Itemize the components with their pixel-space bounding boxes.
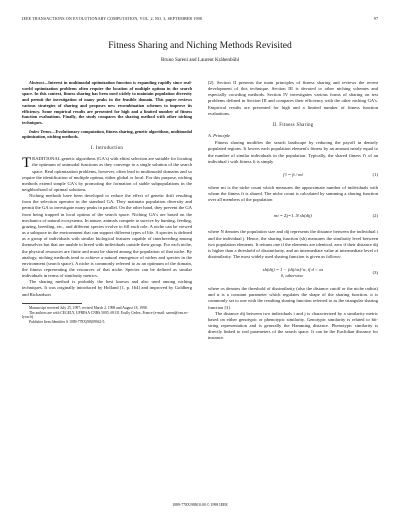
equation-2 — [208, 207, 378, 225]
left-column — [22, 80, 192, 325]
intro-paragraph-1 — [22, 156, 192, 193]
equation-1-body: f′i = fi / mi — [283, 171, 303, 177]
sharing-paragraph-4: where σs denotes the threshold of dissimilarity (also the distance cutoff or the niche radius) and α is a constant parameter which regulates the shape of the sharing function. α is commonly set to one with the resulting sharing function referred to as the triangular sharing function [3]. — [208, 286, 378, 310]
index-terms — [22, 129, 192, 140]
intro-paragraph-2: Niching methods have been developed to reduce the effect of genetic drift resulting from the selection operator in the standard GA. They maintain population diversity and permit the GA to investigate many peaks in parallel. On the other hand, they prevent the GA from being trapped in local optima of the search space. Niching GA's are based on the mechanics of natural ecosystems. In nature, animals compete to survive by hunting, feeding, grazing, breeding, etc., and different species evolve to fill each role. A niche can be viewed as a subspace in the environment that can support different types of life. A species is defined as a group of individuals with similar biological features capable of interbreeding among themselves but that are unable to breed with individuals outside their group. For each niche, the physical resources are finite and must be shared among the population of that niche. By analogy, niching methods tend to achieve a natural emergence of niches and species in the environment (search space). A niche is commonly referred to as an optimum of the domain, the fitness representing the resources of that niche. Species can be defined as similar individuals in terms of similarity metrics. — [22, 193, 192, 279]
running-header: IEEE TRANSACTIONS ON EVOLUTIONARY COMPUTATION, VOL. 2, NO. 3, SEPTEMBER 1998 — [22, 16, 202, 21]
abstract-text: Interest in multimodal optimization function is expanding rapidly since real-world optimization problems often require the location of multiple optima in the search space. In this context, fitness sharing has been used widely to maintain population diversity and permit the investigation of many peaks in the feasible domain. This paper reviews various strategies of sharing and proposes new recombination schemes to improve its efficiency. Some empirical results are presented for high and a limited number of fitness function evaluations. Finally, the study compares the sharing method with other niching techniques. — [22, 80, 192, 125]
right-column — [208, 80, 378, 342]
footnote-affiliation: The authors are with CEGELY, UPRESA CNRS 5005, 69131 Ecully Cedex, France (e-mail: sareni@eea.ec-lyon.fr). — [22, 310, 189, 320]
intro-paragraph-3: The sharing method is probably the best known and also used among niching techniques. It was originally introduced by Holland [1, p. 164] and improved by Goldberg and Richardson — [22, 279, 192, 297]
equation-3-line-2: 0, otherwise — [280, 273, 304, 279]
equation-3 — [208, 264, 378, 282]
intro-continuation: [2]. Section II presents the main principles of fitness sharing and reviews the recent development of this technique. Section III is devoted to other niching schemes and especially crowding methods. Section IV investigates various forms of sharing on test problems defined in Section III and compares their efficiency with the other niching GA's. Empirical results are presented for high and a limited number of fitness function evaluations. — [208, 80, 378, 116]
intro-lead: RADITIONAL — [32, 156, 61, 162]
section-heading-introduction: I. Introduction — [90, 146, 124, 152]
copyright-line: 1089-778X/98$10.00 © 1998 IEEE — [172, 503, 228, 507]
paper-title: Fitness Sharing and Niching Methods Revisited — [108, 40, 292, 51]
page-number: 97 — [373, 16, 378, 21]
drop-cap: T — [22, 155, 32, 172]
section-heading-fitness-sharing: II. Fitness Sharing — [272, 122, 314, 128]
sharing-paragraph-3: where N denotes the population size and dij represents the distance between the individual i and the individual j. Hence, the sharing function (sh) measures the similarity level between two population elements. It returns one if the elements are identical, zero if their distance dij is higher than a threshold of dissimilarity, and an intermediate value at intermediate level of dissimilarity. The most widely used sharing function is given as follows: — [208, 229, 378, 259]
subsection-heading-principle: A. Principle — [208, 133, 231, 139]
equation-3-number: (3) — [372, 270, 378, 276]
index-terms-text: Evolutionary computation, fitness sharing, genetic algorithms, multimodal optimization, niching methods. — [22, 128, 192, 140]
equation-1-number: (1) — [372, 171, 378, 177]
sharing-paragraph-1: Fitness sharing modifies the search landscape by reducing the payoff in densely populated regions. It lowers each population element's fitness by an amount nearly equal to the number of similar individuals in the population. Typically, the shared fitness f′i of an individual i with fitness fi is simply — [208, 140, 378, 164]
intro-text-1: genetic algorithms (GA's) with elitist selection are suitable for locating the optimum of unimodal functions as they converge to a single solution of the search space. Real optimization problems, however, often lead to multimodal domains and so require the identification of multiple optima, either global or local. For this purpose, niching methods extend simple GA's by promoting the formation of stable subpopulations in the neighborhood of optimal solutions. — [22, 156, 192, 192]
equation-3-line-1: sh(dij) = 1 − (dij/σs)^α, if d < σs — [262, 267, 324, 273]
equation-2-body: mi = Σj=1..N sh(dij) — [274, 213, 312, 219]
footnote-received: Manuscript received July 25, 1997; revised March 2, 1998 and August 18, 1998. — [29, 305, 148, 310]
paper-authors: Bruno Sareni and Laurent Krähenbühl — [160, 57, 240, 63]
equation-2-number: (2) — [372, 213, 378, 219]
equation-1 — [208, 169, 378, 181]
sharing-paragraph-5: The distance dij between two individuals i and j is characterized by a similarity metric based on either genotypic or phenotypic similarity. Genotypic similarity is related to bit-string representation and is generally the Hamming distance. Phenotypic similarity is directly linked to real parameters of the search space. It can be the Euclidian distance for instance. — [208, 310, 378, 341]
index-terms-label: Index Terms— — [29, 128, 56, 134]
footnote-rule — [22, 303, 82, 304]
abstract — [22, 80, 192, 126]
abstract-label: Abstract— — [29, 80, 49, 85]
footnote-publisher-id: Publisher Item Identifier S 1089-778X(98)09942-5. — [29, 320, 106, 325]
sharing-paragraph-2: where mi is the niche count which measures the approximate number of individuals with whom the fitness fi is shared. The niche count is calculated by summing a sharing function over all members of the population — [208, 184, 378, 203]
